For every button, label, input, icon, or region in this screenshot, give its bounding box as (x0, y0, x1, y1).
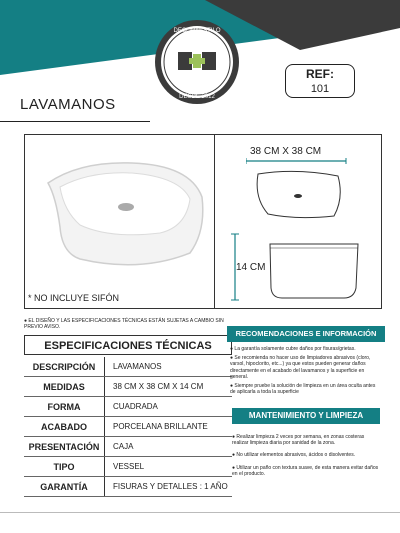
disclaimer-text: EL DISEÑO Y LAS ESPECIFICACIONES TÉCNICAS ESTÁN SUJETAS A CAMBIO SIN PREVIO AVISO. (24, 318, 224, 330)
spec-key: GARANTÍA (24, 477, 105, 497)
list-item: ● Se recomienda no hacer uso de limpiadores abrasivos (cloro, varsol, hipoclorito, etc...) ya que estos pueden generar daños directamente en el acabado del lavamanos y la superficie en general. (230, 355, 371, 380)
height-dimension: 14 CM (236, 262, 266, 273)
spec-value: PORCELANA BRILLANTE (105, 417, 233, 437)
list-item-text: Utilizar un paño con textura suave, de esta manera evitar daños en el producto. (232, 464, 379, 477)
recommendations-list (230, 346, 382, 398)
logo-bottom-text: DESDE 2012 (179, 94, 215, 100)
table-row (24, 357, 232, 377)
ref-box (285, 64, 355, 98)
list-item-text: No utilizar elementos abrasivos, ácidos o disolventes. (236, 452, 356, 459)
list-item-text: Realizar limpieza 2 veces por semana, en zonas costeras realizar limpieza diaria por sanidad de la zona. (232, 434, 365, 447)
table-row (24, 417, 232, 437)
ref-value: 101 (310, 83, 330, 95)
table-row (24, 377, 232, 397)
no-sifon-note: * NO INCLUYE SIFÓN (28, 293, 120, 303)
list-item-text: Se recomienda no hacer uso de limpiadores abrasivos (cloro, varsol, hipoclorito, etc...) ya que estos pueden generar daños directamente en el acabado del lavamanos y la superficie en general. (230, 355, 371, 380)
list-item: ● La garantía solamente cubre daños por fisuras/grietas. (230, 346, 356, 352)
list-item: ● Utilizar un paño con textura suave, de esta manera evitar daños en el producto. (232, 464, 379, 477)
sink-photo-icon (40, 155, 210, 275)
maintenance-list (232, 434, 382, 483)
top-dimensions: 38 CM X 38 CM (250, 146, 322, 157)
specs-table (24, 357, 232, 497)
table-row (24, 477, 232, 497)
disclaimer-note: ● EL DISEÑO Y LAS ESPECIFICACIONES TÉCNICAS ESTÁN SUJETAS A CAMBIO SIN PREVIO AVISO. (24, 318, 224, 330)
spec-key: ACABADO (24, 417, 105, 437)
logo-top-text: DECORAESTILO (173, 28, 221, 34)
maintenance-title: MANTENIMIENTO Y LIMPIEZA (232, 408, 380, 424)
page-title: LAVAMANOS (20, 96, 116, 113)
title-underline (0, 121, 150, 122)
spec-value: FISURAS Y DETALLES : 1 AÑO (105, 477, 233, 497)
table-row (24, 437, 232, 457)
spec-key: MEDIDAS (24, 377, 105, 397)
recommendations-title: RECOMENDACIONES E INFORMACIÓN (227, 326, 385, 342)
list-item: ● No utilizar elementos abrasivos, ácidos o disolventes. (232, 452, 356, 459)
specs-title: ESPECIFICACIONES TÉCNICAS (24, 335, 232, 355)
side-view-diagram (228, 232, 368, 302)
spec-value: CAJA (105, 437, 233, 457)
ref-label: REF: (306, 67, 334, 81)
spec-value: 38 CM X 38 CM X 14 CM (105, 377, 233, 397)
list-item: ● Siempre pruebe la solución de limpieza en un área oculta antes de aplicarla a toda la superficie (230, 383, 376, 396)
list-item-text: Siempre pruebe la solución de limpieza en un área oculta antes de aplicarla a toda la superficie (230, 383, 376, 396)
list-item-text: La garantía solamente cubre daños por fisuras/grietas. (234, 346, 356, 352)
spec-key: TIPO (24, 457, 105, 477)
spec-key: PRESENTACIÓN (24, 437, 105, 457)
product-box-divider (214, 134, 215, 309)
table-row (24, 397, 232, 417)
table-row (24, 457, 232, 477)
list-item: ● Realizar limpieza 2 veces por semana, en zonas costeras realizar limpieza diaria por sanidad de la zona. (232, 434, 365, 447)
spec-key: DESCRIPCIÓN (24, 357, 105, 377)
spec-value: VESSEL (105, 457, 233, 477)
footer-divider (0, 512, 400, 513)
top-view-diagram (246, 158, 356, 228)
spec-key: FORMA (24, 397, 105, 417)
spec-value: CUADRADA (105, 397, 233, 417)
spec-value: LAVAMANOS (105, 357, 233, 377)
